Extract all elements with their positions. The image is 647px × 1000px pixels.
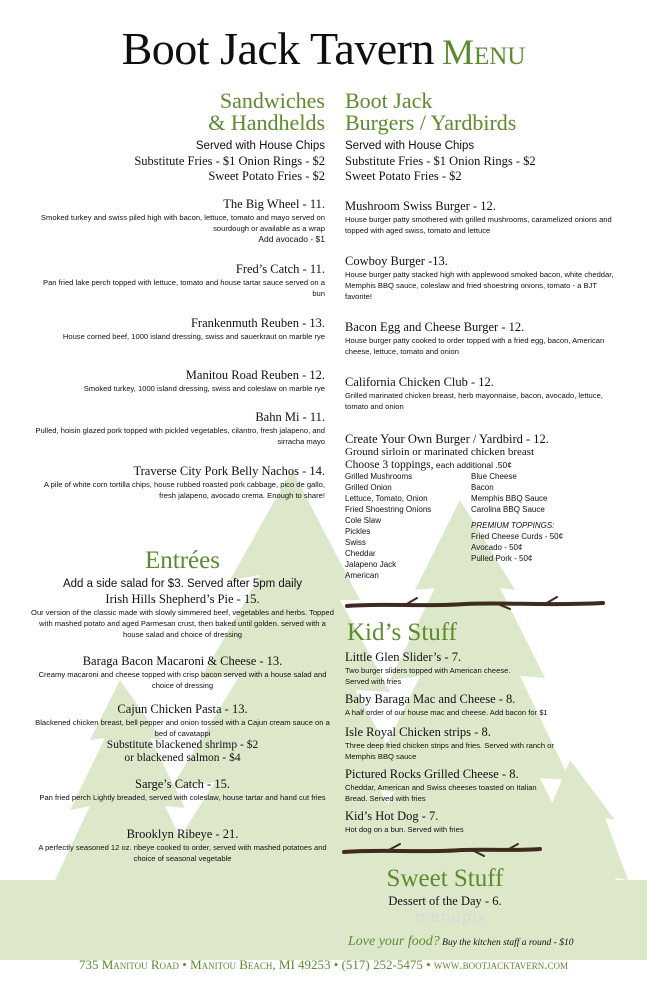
menu-item — [345, 199, 615, 236]
tagline — [348, 932, 628, 950]
item-name: Cowboy Burger -13. — [345, 254, 448, 268]
menu-item — [345, 254, 615, 302]
menu-item — [345, 692, 615, 718]
menu-item — [30, 777, 335, 803]
sandwiches-sub2: Sweet Potato Fries - $2 — [208, 169, 325, 183]
menu-item — [345, 725, 615, 762]
menu-item — [30, 410, 325, 447]
item-description: Hot dog on a bun. Served with fries — [345, 825, 464, 834]
item-description: A half order of our house mac and cheese. Add bacon for $1 — [345, 708, 548, 717]
item-name: Create Your Own Burger / Yardbird - 12. — [345, 432, 549, 446]
burgers-sub1: Substitute Fries - $1 Onion Rings - $2 — [345, 154, 536, 168]
item-name: Traverse City Pork Belly Nachos - 14. — [133, 464, 325, 478]
entrees-note: Add a side salad for $3. Served after 5pm daily — [62, 578, 303, 590]
item-extra: Add avocado - $1 — [258, 234, 325, 244]
item-name: Brooklyn Ribeye - 21. — [126, 827, 239, 841]
item-extra: or blackened salmon - $4 — [124, 752, 241, 764]
item-name: Bahn Mi - 11. — [255, 410, 325, 424]
menu-item — [30, 592, 335, 640]
menu-item — [30, 368, 325, 394]
topping: Pickles — [345, 527, 371, 536]
burgers-served: Served with House Chips — [345, 140, 475, 152]
sandwiches-header — [30, 90, 325, 184]
topping: Fried Shoestring Onions — [345, 505, 432, 514]
topping: Cole Slaw — [345, 516, 382, 525]
entrees-header — [30, 548, 335, 592]
topping: Grilled Mushrooms — [345, 472, 413, 481]
item-name: Manitou Road Reuben - 12. — [185, 368, 325, 382]
item-name: Fred’s Catch - 11. — [235, 262, 325, 276]
topping: Cheddar — [345, 549, 376, 558]
item-description: Three deep fried chicken strips and fries. Served with ranch or Memphis BBQ sauce — [345, 741, 554, 761]
tagline-rest: Buy the kitchen staff a round - $10 — [439, 938, 574, 948]
item-name: Baby Baraga Mac and Cheese - 8. — [345, 692, 516, 706]
topping: Swiss — [345, 538, 366, 547]
topping: Lettuce, Tomato, Onion — [345, 494, 428, 503]
burgers-sub2: Sweet Potato Fries - $2 — [345, 169, 462, 183]
item-name: Frankenmuth Reuben - 13. — [190, 316, 325, 330]
menu-item — [30, 262, 325, 299]
item-description: Cheddar, American and Swiss cheeses toasted on Italian Bread. Served with fries — [345, 783, 537, 803]
sandwiches-title-line1: Sandwiches — [219, 88, 325, 113]
menu-title — [0, 22, 647, 75]
sweet-line: Dessert of the Day - 6. — [388, 894, 502, 908]
sandwiches-title-line2: & Handhelds — [208, 110, 325, 135]
branch-divider — [345, 595, 605, 615]
topping: Memphis BBQ Sauce — [471, 494, 548, 503]
item-description: House corned beef, 1000 island dressing, swiss and sauerkraut on marble rye — [62, 332, 325, 341]
kids-title: Kid’s Stuff — [347, 619, 457, 646]
create-your-own — [345, 432, 615, 473]
item-description: Pan fried lake perch topped with lettuce, tomato and house tartar sauce served on a bun — [43, 278, 325, 298]
branch-divider — [342, 842, 542, 860]
watermark: menupix — [415, 908, 488, 926]
item-name: Little Glen Slider’s - 7. — [345, 650, 462, 664]
premium-topping: Pulled Pork - 50¢ — [471, 554, 533, 563]
burgers-title-line1: Boot Jack — [345, 88, 433, 113]
sweet-section — [345, 866, 545, 909]
menu-item — [30, 316, 325, 342]
topping: Jalapeno Jack — [345, 560, 397, 569]
item-name: The Big Wheel - 11. — [223, 197, 325, 211]
topping: Blue Cheese — [471, 472, 517, 481]
restaurant-name: Boot Jack Tavern — [121, 23, 434, 74]
menu-item — [345, 320, 615, 357]
item-description: Our version of the classic made with slowly simmered beef, vegetables and herbs. Topped with mashed potato and aged Parmesan crust, then baked until golden. served with a house salad and choice of dressing — [31, 608, 334, 639]
menu-item — [30, 827, 335, 864]
tagline-main: Love your food? — [348, 934, 440, 949]
item-description: Creamy macaroni and cheese topped with crisp bacon served with a house salad and choice of dressing — [38, 670, 327, 690]
item-description: Pan fried perch Lightly breaded, served with coleslaw, house tartar and hand cut fries — [39, 793, 326, 802]
item-name: Cajun Chicken Pasta - 13. — [117, 702, 248, 716]
item-name: Isle Royal Chicken strips - 8. — [345, 725, 491, 739]
menu-item — [30, 197, 325, 245]
item-extra: Substitute blackened shrimp - $2 — [106, 739, 259, 751]
entrees-title: Entrées — [145, 547, 220, 574]
item-description: Smoked turkey, 1000 island dressing, swiss and coleslaw on marble rye — [83, 384, 325, 393]
item-name: Pictured Rocks Grilled Cheese - 8. — [345, 767, 519, 781]
item-description: Blackened chicken breast, bell pepper and onion tossed with a Cajun cream sauce on a bed of cavatappi — [35, 718, 330, 738]
sandwiches-sub1: Substitute Fries - $1 Onion Rings - $2 — [134, 154, 325, 168]
item-description: Two burger sliders topped with American cheese. Served with fries — [345, 666, 511, 686]
item-name: Irish Hills Shepherd’s Pie - 15. — [105, 592, 260, 606]
footer-address: 735 Manitou Road • Manitou Beach, MI 49253 • (517) 252-5475 • www.bootjacktavern.com — [78, 957, 568, 972]
premium-topping: Avocado - 50¢ — [471, 543, 523, 552]
menu-item — [30, 464, 325, 501]
menu-word: Menu — [442, 32, 526, 72]
sandwiches-served: Served with House Chips — [195, 140, 325, 152]
premium-topping: Fried Cheese Curds - 50¢ — [471, 532, 564, 541]
item-name: Kid’s Hot Dog - 7. — [345, 809, 439, 823]
menu-item — [345, 650, 615, 687]
item-description: A pile of white corn tortilla chips, house rubbed roasted pork cabbage, pico de gallo, fresh jalapeno, avocado crema. Enough to share! — [43, 480, 325, 500]
topping: American — [345, 571, 379, 580]
menu-item — [345, 809, 615, 835]
menu-item — [345, 375, 615, 412]
item-name: Sarge’s Catch - 15. — [135, 777, 230, 791]
item-description: House burger patty smothered with grilled mushrooms, caramelized onions and topped with aged swiss, tomato and lettuce — [345, 215, 612, 235]
sweet-title: Sweet Stuff — [386, 865, 504, 892]
item-description: House burger patty cooked to order topped with a fried egg, bacon, American cheese, lettuce, tomato and onion — [345, 336, 605, 356]
topping: Grilled Onion — [345, 483, 392, 492]
item-name: Mushroom Swiss Burger - 12. — [345, 199, 496, 213]
toppings-list — [345, 471, 615, 581]
toppings-left — [345, 471, 470, 581]
menu-item — [345, 767, 615, 804]
burgers-title-line2: Burgers / Yardbirds — [345, 110, 517, 135]
item-description: Grilled marinated chicken breast, herb mayonnaise, bacon, avocado, lettuce, tomato and onion — [345, 391, 603, 411]
premium-title: PREMIUM TOPPINGS: — [471, 521, 555, 530]
kids-header — [347, 620, 617, 646]
item-name: Baraga Bacon Macaroni & Cheese - 13. — [82, 654, 283, 668]
topping: Carolina BBQ Sauce — [471, 505, 545, 514]
item-description: Smoked turkey and swiss piled high with bacon, lettuce, tomato and mayo served on sourdough or available as a wrap — [40, 213, 325, 233]
item-name: California Chicken Club - 12. — [345, 375, 494, 389]
menu-item — [30, 702, 335, 765]
toppings-right — [471, 471, 611, 564]
item-name: Bacon Egg and Cheese Burger - 12. — [345, 320, 525, 334]
topping: Bacon — [471, 483, 494, 492]
menu-item — [30, 654, 335, 691]
create-line2: Choose 3 toppings, each additional .50¢ — [345, 459, 512, 471]
burgers-header — [345, 90, 625, 184]
item-description: Pulled, hoisin glazed pork topped with pickled vegetables, cilantro, fresh jalapeno, and sirracha mayo — [35, 426, 325, 446]
item-description: A perfectly seasoned 12 oz. ribeye cooked to order, served with mashed potatoes and choice of seasonal vegetable — [38, 843, 327, 863]
create-line1: Ground sirloin or marinated chicken breast — [345, 446, 535, 458]
item-description: House burger patty stacked high with applewood smoked bacon, white cheddar, Memphis BBQ sauce, coleslaw and fried shoestring onions, tomato - a BJT favorite! — [345, 270, 614, 301]
